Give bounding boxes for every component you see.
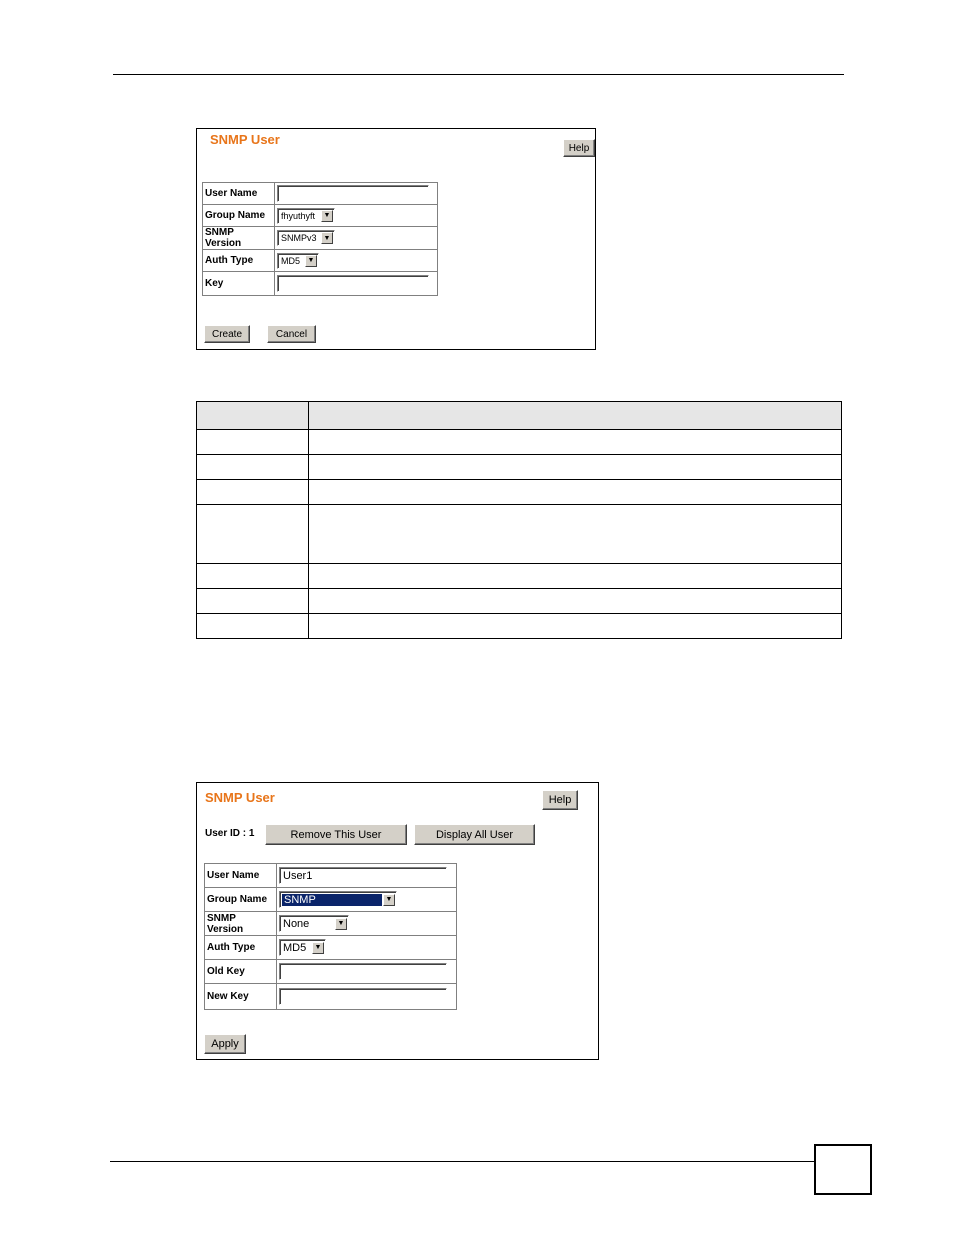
user-name-input[interactable] [279, 867, 447, 884]
footer-rule [110, 1161, 814, 1162]
help-button[interactable]: Help [563, 139, 595, 157]
chevron-down-icon: ▼ [383, 894, 395, 906]
apply-button[interactable]: Apply [204, 1034, 246, 1054]
auth-type-select[interactable]: MD5 ▼ [279, 939, 326, 956]
group-name-select[interactable]: fhyuthyft ▼ [277, 208, 335, 224]
table-row [197, 480, 842, 505]
table-row [197, 564, 842, 589]
snmp-user-create-panel [196, 128, 596, 350]
group-name-label: Group Name [205, 888, 277, 912]
table-row [197, 589, 842, 614]
table-row [197, 430, 842, 455]
chevron-down-icon: ▼ [321, 210, 333, 222]
panel-title: SNMP User [205, 790, 275, 805]
group-name-select[interactable]: SNMP ▼ [279, 891, 397, 908]
snmp-version-select[interactable]: SNMPv3 ▼ [277, 230, 335, 246]
table-row [197, 614, 842, 639]
table-row [197, 455, 842, 480]
auth-type-label: Auth Type [205, 936, 277, 960]
user-name-label: User Name [203, 183, 275, 205]
new-key-input[interactable] [279, 988, 447, 1005]
table-row [197, 505, 842, 564]
auth-type-label: Auth Type [203, 250, 275, 272]
old-key-label: Old Key [205, 960, 277, 984]
snmp-version-label: SNMP Version [205, 912, 277, 936]
snmp-user-edit-panel [196, 782, 599, 1060]
remove-this-user-button[interactable]: Remove This User [265, 824, 407, 845]
user-name-label: User Name [205, 864, 277, 888]
auth-type-select[interactable]: MD5 ▼ [277, 253, 319, 269]
user-name-input[interactable] [277, 185, 429, 202]
group-name-label: Group Name [203, 205, 275, 227]
page-number-box [814, 1144, 872, 1195]
snmp-version-label: SNMP Version [203, 227, 275, 250]
display-all-user-button[interactable]: Display All User [414, 824, 535, 845]
create-form-table [202, 182, 438, 296]
key-label: Key [203, 272, 275, 296]
header-rule [113, 74, 844, 75]
chevron-down-icon: ▼ [305, 255, 317, 267]
new-key-label: New Key [205, 984, 277, 1010]
help-button[interactable]: Help [542, 790, 578, 810]
edit-form-table [204, 863, 457, 1010]
chevron-down-icon: ▼ [321, 232, 333, 244]
cancel-button[interactable]: Cancel [267, 325, 316, 343]
user-id-label: User ID : 1 [205, 828, 255, 839]
field-description-table [196, 401, 842, 639]
chevron-down-icon: ▼ [312, 942, 324, 954]
key-input[interactable] [277, 275, 429, 292]
old-key-input[interactable] [279, 963, 447, 980]
panel-title: SNMP User [210, 132, 280, 147]
table-header-row [197, 402, 842, 430]
create-button[interactable]: Create [204, 325, 250, 343]
chevron-down-icon: ▼ [335, 918, 347, 930]
snmp-version-select[interactable]: None ▼ [279, 915, 349, 932]
